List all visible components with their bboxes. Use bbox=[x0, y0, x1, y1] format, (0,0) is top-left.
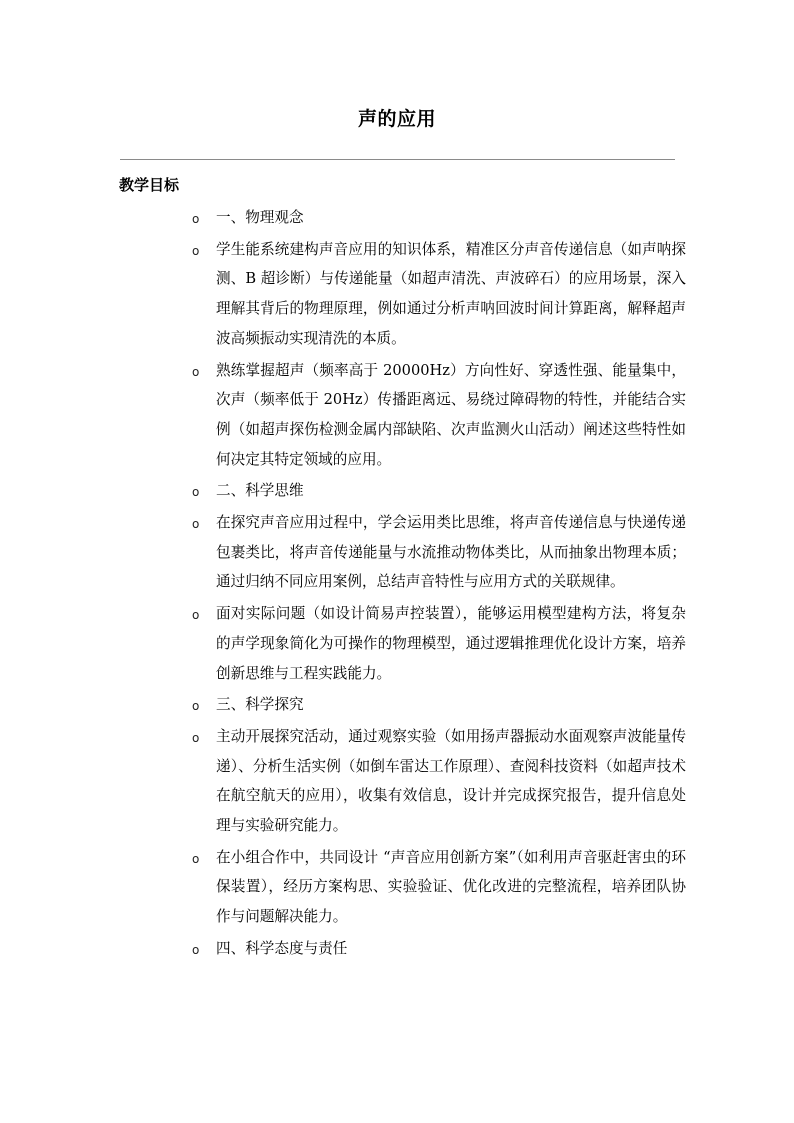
bullet-icon: o bbox=[192, 485, 200, 500]
list-item bbox=[192, 690, 686, 720]
list-item bbox=[192, 934, 686, 964]
list-item-text: 二、科学思维 bbox=[216, 482, 304, 500]
bullet-icon: o bbox=[192, 851, 200, 866]
list-item-text: 在小组合作中，共同设计 “声音应用创新方案”（如利用声音驱赶害虫的环保装置），经历方案构思、实验验证、优化改进的完整流程，培养团队协作与问题解决能力。 bbox=[216, 848, 686, 926]
title-divider bbox=[120, 159, 675, 160]
list-item-text: 三、科学探究 bbox=[216, 696, 304, 714]
list-item bbox=[192, 508, 686, 597]
list-item-text: 熟练掌握超声（频率高于 20000Hz）方向性好、穿透性强、能量集中，次声（频率低于 20Hz）传播距离远、易绕过障碍物的特性，并能结合实例（如超声探伤检测金属内部缺陷、次声监测火山活动）阐述这些特性如何决定其特定领域的应用。 bbox=[216, 361, 686, 468]
objectives-list bbox=[192, 203, 686, 966]
bullet-icon: o bbox=[192, 730, 200, 745]
list-item-text: 在探究声音应用过程中，学会运用类比思维，将声音传递信息与快递传递包裹类比，将声音传递能量与水流推动物体类比，从而抽象出物理本质；通过归纳不同应用案例，总结声音特性与应用方式的关联规律。 bbox=[216, 514, 686, 591]
bullet-icon: o bbox=[192, 608, 200, 623]
bullet-icon: o bbox=[192, 942, 200, 957]
list-item bbox=[192, 843, 686, 932]
list-item bbox=[192, 235, 686, 354]
list-item-text: 一、物理观念 bbox=[216, 209, 304, 226]
list-item-text: 四、科学态度与责任 bbox=[216, 939, 348, 957]
list-item bbox=[192, 356, 686, 475]
section-heading: 教学目标 bbox=[119, 176, 180, 194]
bullet-icon: o bbox=[192, 212, 200, 226]
list-item-text: 学生能系统建构声音应用的知识体系，精准区分声音传递信息（如声呐探测、B 超诊断）与传递能量（如超声清洗、声波碎石）的应用场景，深入理解其背后的物理原理，例如通过分析声呐回波时间计算距离，解释超声波高频振动实现清洗的本质。 bbox=[216, 240, 686, 347]
list-item bbox=[192, 476, 686, 506]
bullet-icon: o bbox=[192, 364, 200, 379]
list-item-text: 主动开展探究活动，通过观察实验（如用扬声器振动水面观察声波能量传递）、分析生活实例（如倒车雷达工作原理）、查阅科技资料（如超声技术在航空航天的应用），收集有效信息，设计并完成探究报告，提升信息处理与实验研究能力。 bbox=[216, 727, 686, 835]
list-item-text: 面对实际问题（如设计简易声控装置），能够运用模型建构方法，将复杂的声学现象简化为可操作的物理模型，通过逻辑推理优化设计方案，培养创新思维与工程实践能力。 bbox=[216, 605, 686, 682]
list-item bbox=[192, 722, 686, 841]
bullet-icon: o bbox=[192, 243, 200, 258]
bullet-icon: o bbox=[192, 699, 200, 714]
document-title: 声的应用 bbox=[357, 108, 436, 130]
list-item bbox=[192, 599, 686, 688]
bullet-icon: o bbox=[192, 517, 200, 532]
list-item bbox=[192, 203, 686, 233]
